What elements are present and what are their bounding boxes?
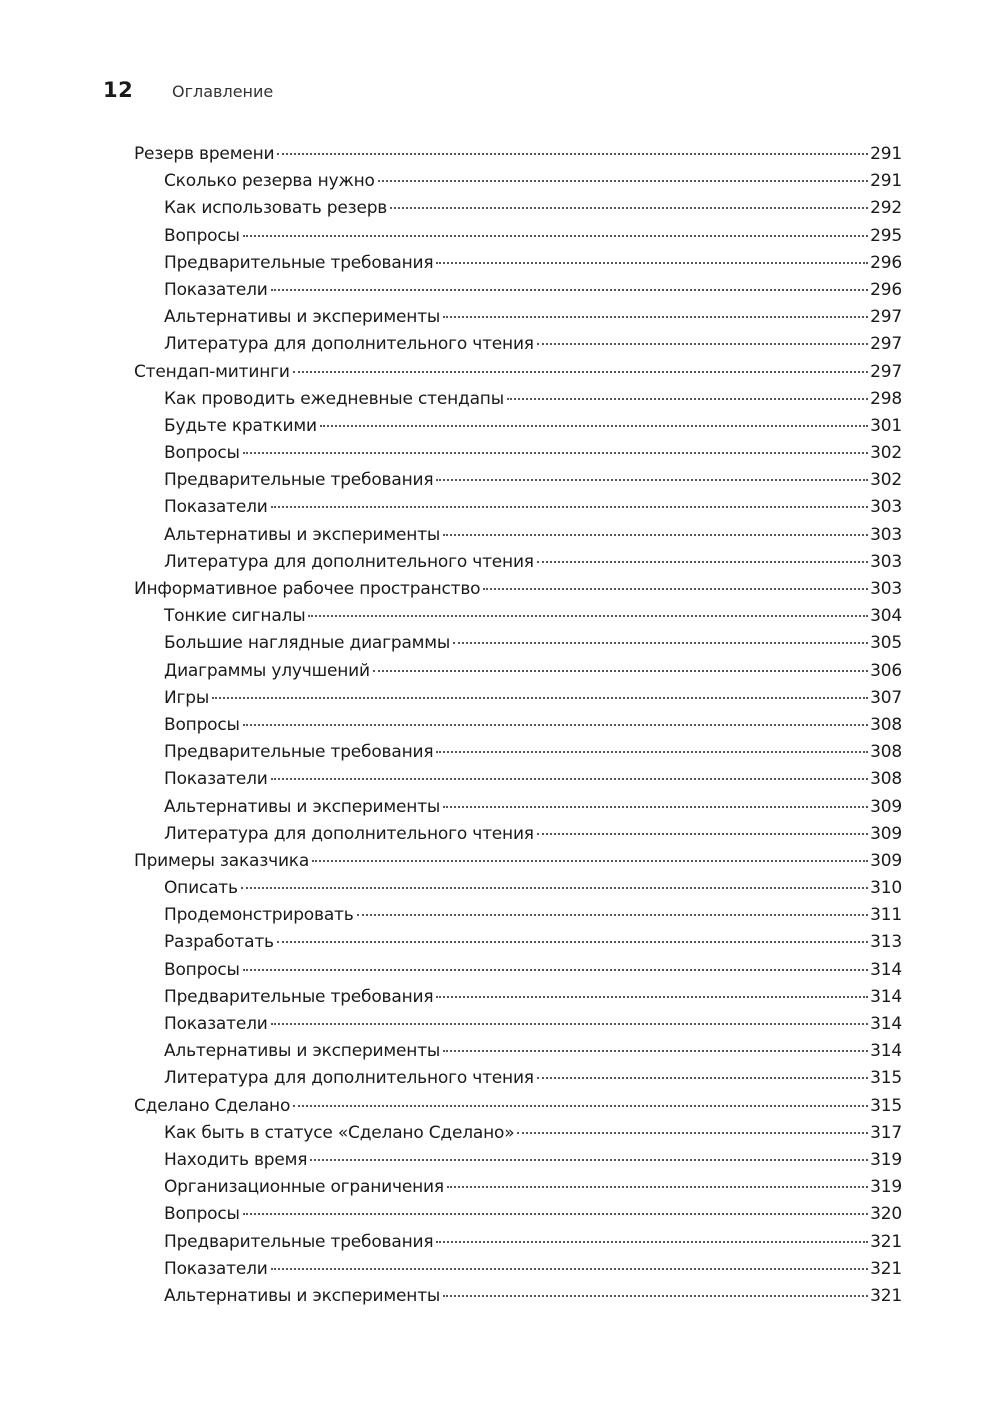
dot-leader	[271, 288, 868, 291]
toc-subsection-entry	[134, 1201, 902, 1228]
dot-leader	[243, 234, 868, 237]
toc-subsection-entry	[134, 494, 902, 521]
dot-leader	[483, 587, 868, 590]
toc-entry-title: Предварительные требования	[164, 470, 434, 491]
toc-subsection-entry	[134, 195, 902, 222]
toc-entry-title: Альтернативы и эксперименты	[164, 1285, 441, 1306]
dot-leader	[293, 370, 868, 373]
toc-entry-title: Вопросы	[164, 1204, 240, 1225]
toc-entry-page-number: 305	[870, 633, 902, 654]
toc-section-entry	[134, 1093, 902, 1120]
toc-section-entry	[134, 359, 902, 386]
toc-subsection-entry	[134, 766, 902, 793]
dot-leader	[453, 641, 868, 644]
toc-entry-page-number: 313	[870, 932, 902, 953]
toc-entry-title: Предварительные требования	[164, 742, 434, 763]
toc-subsection-entry	[134, 277, 902, 304]
toc-entry-title: Вопросы	[164, 225, 240, 246]
toc-entry-page-number: 309	[870, 823, 902, 844]
toc-entry-title: Вопросы	[164, 714, 240, 735]
table-of-contents	[134, 141, 902, 1310]
toc-entry-title: Диаграммы улучшений	[164, 660, 370, 681]
toc-subsection-entry	[134, 794, 902, 821]
toc-subsection-entry	[134, 1283, 902, 1310]
toc-entry-title: Резерв времени	[134, 144, 275, 164]
toc-entry-title: Вопросы	[164, 959, 240, 980]
toc-subsection-entry	[134, 1229, 902, 1256]
dot-leader	[271, 1267, 868, 1270]
toc-subsection-entry	[134, 658, 902, 685]
dot-leader	[320, 424, 868, 427]
toc-subsection-entry	[134, 957, 902, 984]
dot-leader	[443, 533, 868, 536]
toc-entry-title: Сколько резерва нужно	[164, 171, 375, 192]
toc-entry-title: Продемонстрировать	[164, 905, 354, 926]
dot-leader	[537, 1076, 868, 1079]
toc-entry-page-number: 317	[870, 1122, 902, 1143]
dot-leader	[312, 859, 868, 862]
toc-entry-page-number: 311	[870, 905, 902, 926]
toc-entry-page-number: 314	[870, 1014, 902, 1034]
toc-subsection-entry	[134, 304, 902, 331]
toc-entry-page-number: 321	[870, 1258, 902, 1279]
toc-entry-title: Как использовать резерв	[164, 198, 388, 219]
toc-entry-title: Показатели	[164, 1014, 268, 1034]
toc-entry-title: Литература для дополнительного чтения	[164, 823, 534, 844]
toc-entry-title: Будьте краткими	[164, 415, 317, 436]
dot-leader	[277, 152, 868, 155]
toc-entry-page-number: 321	[870, 1231, 902, 1252]
toc-entry-title: Литература для дополнительного чтения	[164, 334, 534, 355]
toc-subsection-entry	[134, 440, 902, 467]
toc-subsection-entry	[134, 522, 902, 549]
dot-leader	[436, 1240, 868, 1243]
toc-subsection-entry	[134, 1011, 902, 1038]
toc-subsection-entry	[134, 413, 902, 440]
toc-entry-page-number: 302	[870, 443, 902, 464]
toc-entry-page-number: 291	[870, 144, 902, 164]
toc-subsection-entry	[134, 1256, 902, 1283]
dot-leader	[436, 478, 868, 481]
toc-entry-page-number: 297	[870, 307, 902, 328]
dot-leader	[277, 940, 868, 943]
toc-entry-title: Примеры заказчика	[134, 850, 310, 871]
toc-entry-page-number: 314	[870, 959, 902, 980]
page-number: 12	[103, 78, 134, 102]
dot-leader	[507, 397, 868, 400]
dot-leader	[390, 206, 868, 209]
toc-entry-title: Описать	[164, 878, 238, 899]
toc-entry-title: Предварительные требования	[164, 1231, 434, 1252]
dot-leader	[443, 1049, 868, 1052]
toc-subsection-entry	[134, 223, 902, 250]
toc-entry-page-number: 320	[870, 1204, 902, 1225]
toc-subsection-entry	[134, 1147, 902, 1174]
dot-leader	[271, 1022, 868, 1025]
dot-leader	[537, 342, 868, 345]
toc-entry-page-number: 302	[870, 470, 902, 491]
dot-leader	[537, 832, 868, 835]
toc-entry-title: Альтернативы и эксперименты	[164, 1041, 441, 1062]
toc-subsection-entry	[134, 1174, 902, 1201]
toc-entry-page-number: 296	[870, 279, 902, 300]
dot-leader	[243, 723, 868, 726]
toc-subsection-entry	[134, 821, 902, 848]
toc-entry-page-number: 303	[870, 524, 902, 545]
dot-leader	[443, 1294, 868, 1297]
dot-leader	[436, 261, 868, 264]
dot-leader	[357, 913, 868, 916]
dot-leader	[443, 805, 868, 808]
toc-entry-title: Как проводить ежедневные стендапы	[164, 388, 504, 409]
dot-leader	[373, 669, 868, 672]
dot-leader	[271, 777, 868, 780]
dot-leader	[310, 1158, 868, 1161]
toc-subsection-entry	[134, 386, 902, 413]
dot-leader	[378, 179, 868, 182]
toc-entry-title: Вопросы	[164, 443, 240, 464]
toc-entry-page-number: 319	[870, 1177, 902, 1198]
toc-subsection-entry	[134, 168, 902, 195]
dot-leader	[517, 1131, 868, 1134]
toc-entry-title: Альтернативы и эксперименты	[164, 307, 441, 328]
toc-entry-page-number: 315	[870, 1095, 902, 1116]
toc-entry-page-number: 304	[870, 606, 902, 627]
toc-entry-title: Находить время	[164, 1149, 308, 1170]
toc-subsection-entry	[134, 739, 902, 766]
toc-entry-title: Показатели	[164, 497, 268, 518]
toc-entry-title: Показатели	[164, 1258, 268, 1279]
toc-entry-title: Информативное рабочее пространство	[134, 579, 481, 599]
toc-subsection-entry	[134, 250, 902, 277]
toc-entry-title: Стендап-митинги	[134, 361, 290, 382]
dot-leader	[436, 995, 868, 998]
running-title: Оглавление	[172, 82, 274, 101]
toc-entry-title: Организационные ограничения	[164, 1177, 444, 1198]
toc-entry-page-number: 297	[870, 334, 902, 355]
toc-entry-page-number: 315	[870, 1068, 902, 1089]
toc-entry-title: Альтернативы и эксперименты	[164, 524, 441, 545]
toc-subsection-entry	[134, 902, 902, 929]
toc-entry-page-number: 291	[870, 171, 902, 192]
dot-leader	[243, 1212, 868, 1215]
dot-leader	[241, 886, 868, 889]
toc-subsection-entry	[134, 549, 902, 576]
toc-entry-page-number: 296	[870, 252, 902, 273]
toc-entry-title: Тонкие сигналы	[164, 606, 306, 627]
dot-leader	[271, 505, 868, 508]
toc-section-entry	[134, 848, 902, 875]
dot-leader	[243, 968, 868, 971]
toc-entry-title: Литература для дополнительного чтения	[164, 1068, 534, 1089]
dot-leader	[443, 315, 868, 318]
toc-entry-page-number: 307	[870, 687, 902, 708]
toc-entry-title: Предварительные требования	[164, 252, 434, 273]
toc-section-entry	[134, 576, 902, 603]
toc-subsection-entry	[134, 929, 902, 956]
dot-leader	[212, 696, 868, 699]
dot-leader	[308, 614, 868, 617]
toc-entry-title: Сделано Сделано	[134, 1095, 291, 1116]
toc-subsection-entry	[134, 1120, 902, 1147]
toc-entry-page-number: 298	[870, 388, 902, 409]
toc-entry-title: Большие наглядные диаграммы	[164, 633, 451, 654]
toc-entry-page-number: 306	[870, 660, 902, 681]
toc-subsection-entry	[134, 467, 902, 494]
toc-entry-title: Показатели	[164, 769, 268, 790]
dot-leader	[293, 1104, 868, 1107]
toc-subsection-entry	[134, 875, 902, 902]
toc-subsection-entry	[134, 1065, 902, 1092]
toc-entry-page-number: 308	[870, 714, 902, 735]
toc-subsection-entry	[134, 685, 902, 712]
toc-entry-page-number: 295	[870, 225, 902, 246]
toc-entry-page-number: 301	[870, 415, 902, 436]
toc-entry-page-number: 319	[870, 1149, 902, 1170]
toc-entry-page-number: 303	[870, 497, 902, 518]
toc-entry-title: Альтернативы и эксперименты	[164, 796, 441, 817]
toc-entry-title: Игры	[164, 687, 210, 708]
dot-leader	[436, 750, 868, 753]
toc-entry-page-number: 292	[870, 198, 902, 219]
toc-subsection-entry	[134, 331, 902, 358]
toc-entry-page-number: 303	[870, 579, 902, 599]
toc-section-entry	[134, 141, 902, 168]
toc-entry-title: Предварительные требования	[164, 986, 434, 1007]
toc-entry-page-number: 314	[870, 1041, 902, 1062]
toc-entry-page-number: 314	[870, 986, 902, 1007]
toc-entry-page-number: 309	[870, 796, 902, 817]
toc-entry-title: Литература для дополнительного чтения	[164, 551, 534, 572]
toc-entry-title: Показатели	[164, 279, 268, 300]
dot-leader	[537, 560, 868, 563]
toc-entry-page-number: 321	[870, 1285, 902, 1306]
toc-subsection-entry	[134, 1038, 902, 1065]
toc-entry-title: Как быть в статусе «Сделано Сделано»	[164, 1122, 515, 1143]
toc-entry-page-number: 310	[870, 878, 902, 899]
dot-leader	[447, 1185, 868, 1188]
toc-subsection-entry	[134, 603, 902, 630]
toc-entry-page-number: 297	[870, 361, 902, 382]
toc-entry-page-number: 308	[870, 742, 902, 763]
toc-subsection-entry	[134, 984, 902, 1011]
toc-subsection-entry	[134, 712, 902, 739]
toc-entry-page-number: 303	[870, 551, 902, 572]
toc-entry-page-number: 309	[870, 850, 902, 871]
toc-subsection-entry	[134, 630, 902, 657]
toc-entry-page-number: 308	[870, 769, 902, 790]
toc-entry-title: Разработать	[164, 932, 274, 953]
dot-leader	[243, 451, 868, 454]
